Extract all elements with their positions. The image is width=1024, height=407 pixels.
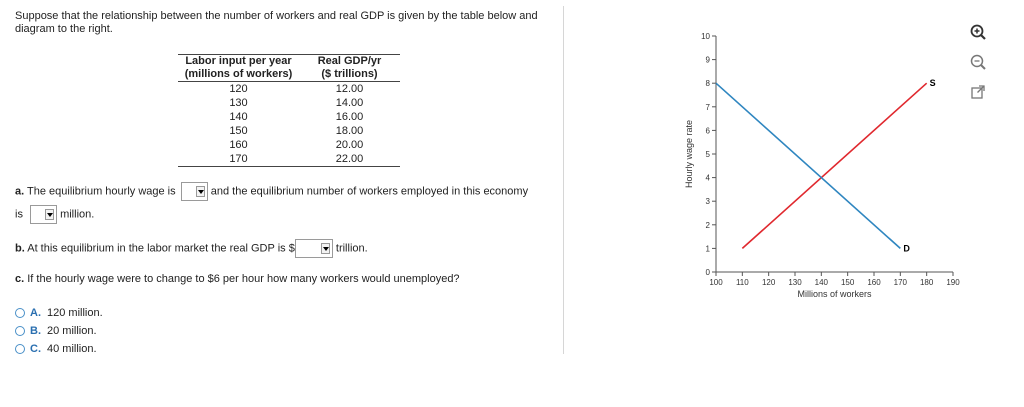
x-tick-label: 100 — [709, 278, 723, 287]
y-axis-label: Hourly wage rate — [684, 119, 694, 189]
x-tick-label: 110 — [735, 278, 749, 287]
table-row: 160 20.00 — [229, 139, 364, 151]
y-tick-label: 3 — [705, 197, 710, 207]
popout-icon[interactable] — [969, 83, 987, 101]
series-line-s — [742, 83, 926, 248]
labor-market-chart — [680, 28, 970, 308]
question-b: b. At this equilibrium in the labor market the real GDP is $ trillion. — [15, 239, 368, 258]
table-row: 120 12.00 — [229, 83, 364, 95]
x-tick-label: 180 — [919, 278, 934, 287]
y-tick-label: 8 — [705, 79, 710, 89]
x-tick-label: 120 — [761, 278, 776, 287]
question-c: c. If the hourly wage were to change to $6 per hour how many workers would unemployed? — [15, 273, 460, 285]
x-tick-label: 190 — [946, 278, 960, 287]
y-tick-label: 4 — [705, 173, 710, 183]
x-tick-label: 170 — [893, 278, 908, 287]
dropdown-arrow-icon — [321, 243, 330, 254]
x-tick-label: 130 — [788, 278, 802, 287]
radio-button[interactable] — [15, 308, 25, 318]
table-row: 130 14.00 — [229, 97, 364, 109]
workers-dropdown[interactable] — [30, 205, 57, 224]
option-b[interactable]: B. 20 million. — [15, 325, 97, 337]
y-tick-label: 10 — [701, 32, 710, 41]
zoom-in-icon[interactable] — [969, 23, 987, 41]
question-a: a. The equilibrium hourly wage is and the equilibrium number of workers employed in this economy — [15, 182, 528, 201]
chart-axes — [701, 32, 960, 287]
y-tick-label: 1 — [705, 244, 710, 254]
x-tick-label: 150 — [840, 278, 855, 287]
x-tick-label: 160 — [867, 278, 881, 287]
option-c[interactable]: C. 40 million. — [15, 343, 97, 355]
radio-button[interactable] — [15, 344, 25, 354]
wage-dropdown[interactable] — [181, 182, 208, 201]
y-tick-label: 6 — [705, 126, 710, 136]
y-tick-label: 2 — [705, 220, 710, 230]
y-tick-label: 7 — [705, 102, 710, 112]
series-label-s: S — [929, 78, 936, 89]
y-tick-label: 5 — [705, 150, 710, 159]
gdp-dropdown[interactable] — [295, 239, 333, 258]
table-row: 140 16.00 — [229, 111, 364, 123]
col-header-labor: Labor input per year (millions of workers) — [178, 55, 299, 82]
table-row: 170 22.00 — [178, 152, 400, 167]
question-a-line2: is million. — [15, 205, 94, 224]
table-row: 150 18.00 — [229, 125, 364, 137]
zoom-out-icon[interactable] — [969, 53, 987, 71]
x-axis-label: Millions of workers — [797, 289, 872, 299]
col-header-gdp: Real GDP/yr ($ trillions) — [299, 55, 400, 82]
problem-intro: Suppose that the relationship between the number of workers and real GDP is given by the table below and diagram to the right. — [15, 10, 538, 35]
option-a[interactable]: A. 120 million. — [15, 307, 103, 319]
series-label-d: D — [903, 243, 910, 254]
dropdown-arrow-icon — [196, 186, 205, 197]
x-tick-label: 140 — [814, 278, 829, 287]
panel-divider — [563, 6, 564, 354]
radio-button[interactable] — [15, 326, 25, 336]
chart-series — [716, 78, 936, 253]
y-tick-label: 9 — [705, 55, 710, 65]
y-tick-label: 0 — [705, 268, 710, 277]
data-table — [178, 54, 400, 167]
dropdown-arrow-icon — [45, 209, 54, 220]
series-line-d — [716, 83, 900, 248]
